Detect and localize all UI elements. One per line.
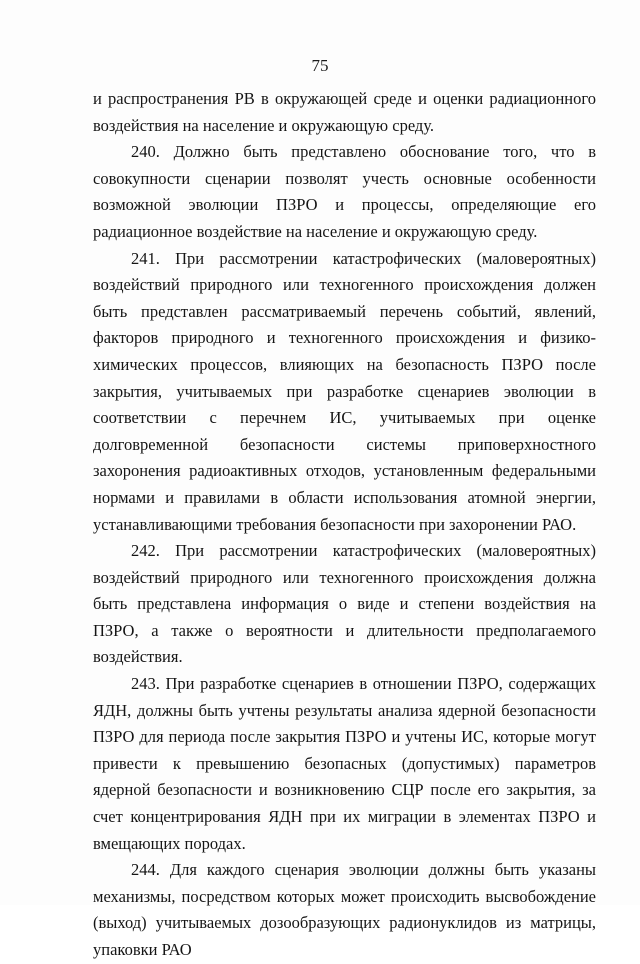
document-body	[93, 86, 596, 964]
paragraph-241: 241. При рассмотрении катастрофических (маловероятных) воздействий природного или техногенного происхождения должен быть представлен рассматриваемый перечень событий, явлений, факторов природного и техногенного происхождения и физико-химических процессов, влияющих на безопасность ПЗРО после закрытия, учитываемых при разработке сценариев эволюции в соответствии с перечнем ИС, учитываемых при оценке долговременной безопасности системы приповерхностного захоронения радиоактивных отходов, установленным федеральными нормами и правилами в области использования атомной энергии, устанавливающими требования безопасности при захоронении РАО.	[93, 248, 596, 534]
page-number: 75	[311, 56, 329, 75]
paragraph-continuation: и распространения РВ в окружающей среде и оценки радиационного воздействия на население и окружающую среду.	[93, 89, 596, 135]
paragraph-242: 242. При рассмотрении катастрофических (маловероятных) воздействий природного или техногенного происхождения должна быть представлена информация о виде и степени воздействия на ПЗРО, а также о вероятности и длительности предполагаемого воздействия.	[93, 541, 596, 667]
paragraph-243: 243. При разработке сценариев в отношении ПЗРО, содержащих ЯДН, должны быть учтены результаты анализа ядерной безопасности ПЗРО для периода после закрытия ПЗРО и учтены ИС, которые могут привести к превышению безопасных (допустимых) параметров ядерной безопасности и возникновению СЦР после его закрытия, за счет концентрирования ЯДН при их миграции в элементах ПЗРО и вмещающих породах.	[93, 674, 596, 853]
paragraph-240: 240. Должно быть представлено обоснование того, что в совокупности сценарии позволят учесть основные особенности возможной эволюции ПЗРО и процессы, определяющие его радиационное воздействие на население и окружающую среду.	[93, 142, 596, 241]
paragraph-244: 244. Для каждого сценария эволюции должны быть указаны механизмы, посредством которых может происходить высвобождение (выход) учитываемых дозообразующих радионуклидов из матрицы, упаковки РАО	[93, 860, 596, 959]
